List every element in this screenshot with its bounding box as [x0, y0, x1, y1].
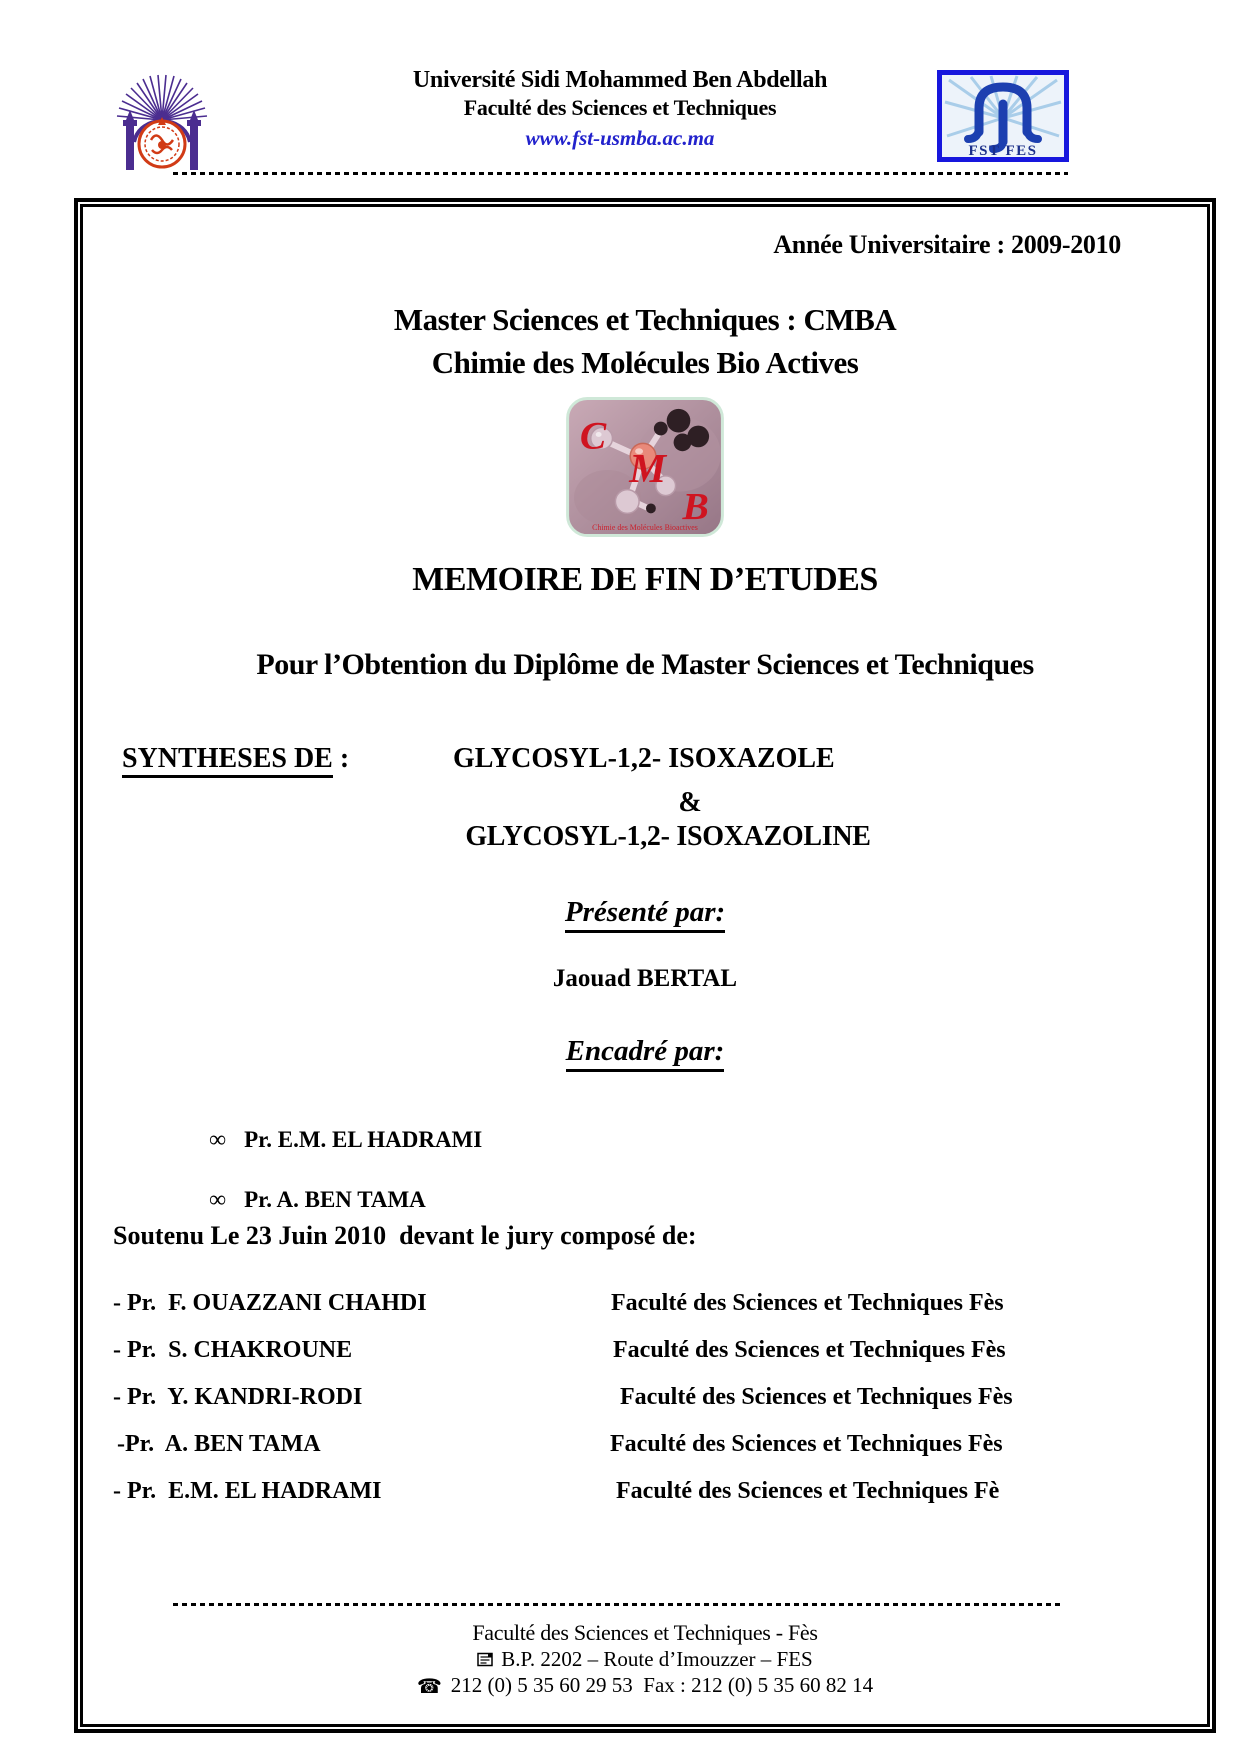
supervised-by-heading: Encadré par:	[83, 1035, 1207, 1068]
fst-fes-logo	[937, 70, 1069, 162]
presented-by-heading: Présenté par:	[83, 896, 1207, 929]
master-title: Master Sciences et Techniques : CMBA	[393, 302, 897, 337]
defense-line: Soutenu Le 23 Juin 2010 devant le jury composé de:	[113, 1221, 697, 1250]
jury-member-name: - Pr. F. OUAZZANI CHAHDI	[113, 1290, 427, 1316]
footer-phone-line	[83, 1673, 1207, 1698]
jury-row	[83, 1478, 1207, 1514]
jury-member-name: -Pr. A. BEN TAMA	[117, 1431, 321, 1457]
infinity-bullet-icon: ∞	[209, 1187, 227, 1213]
supervisor-name: Pr. A. BEN TAMA	[244, 1187, 426, 1212]
compound-1: GLYCOSYL-1,2- ISOXAZOLE	[453, 743, 835, 774]
supervisor-name: Pr. E.M. EL HADRAMI	[244, 1127, 483, 1152]
footer-address: B.P. 2202 – Route d’Imouzzer – FES	[501, 1647, 813, 1671]
jury-member-affiliation: Faculté des Sciences et Techniques Fès	[613, 1337, 1006, 1363]
fst-logo-label: FST FES	[968, 143, 1038, 159]
cmb-letter-b: B	[682, 484, 709, 529]
phone-icon: ☎	[416, 1673, 442, 1698]
header-divider	[173, 172, 1068, 175]
ampersand: &	[678, 787, 702, 818]
jury-member-name: - Pr. Y. KANDRI-RODI	[113, 1384, 363, 1410]
cover-frame	[74, 198, 1216, 1733]
mail-icon	[477, 1652, 494, 1667]
cmb-letter-m: M	[629, 444, 667, 491]
memoir-title: MEMOIRE DE FIN D’ETUDES	[412, 561, 878, 598]
footer-phone-numbers: 212 (0) 5 35 60 29 53 Fax : 212 (0) 5 35 60 82 14	[450, 1673, 874, 1697]
syntheses-colon: :	[332, 743, 350, 774]
syntheses-label: SYNTHESES DE :	[122, 743, 349, 775]
infinity-bullet-icon: ∞	[209, 1127, 227, 1153]
footer-address-line	[83, 1647, 1207, 1672]
jury-row	[83, 1384, 1207, 1420]
cmb-logo-caption: Chimie des Molécules Bioactives	[592, 523, 698, 533]
jury-member-affiliation: Faculté des Sciences et Techniques Fè	[616, 1478, 1000, 1504]
jury-member-name: - Pr. S. CHAKROUNE	[113, 1337, 353, 1363]
academic-year: Année Universitaire : 2009-2010	[773, 230, 1121, 259]
jury-row	[83, 1290, 1207, 1326]
university-logo	[112, 68, 212, 172]
master-subtitle: Chimie des Molécules Bio Actives	[431, 345, 859, 380]
cover-frame-inner	[80, 204, 1210, 1727]
jury-row	[83, 1431, 1207, 1467]
website-link[interactable]: www.fst-usmba.ac.ma	[525, 126, 715, 151]
cmb-logo	[565, 397, 725, 537]
header-text-block	[300, 66, 940, 152]
author-name: Jaouad BERTAL	[552, 965, 738, 992]
syntheses-row	[83, 743, 1207, 783]
cmb-letter-c: C	[579, 413, 607, 458]
jury-row	[83, 1337, 1207, 1373]
jury-member-name: - Pr. E.M. EL HADRAMI	[113, 1478, 382, 1504]
jury-member-affiliation: Faculté des Sciences et Techniques Fès	[620, 1384, 1013, 1410]
jury-member-affiliation: Faculté des Sciences et Techniques Fès	[611, 1290, 1004, 1316]
footer-faculty-line: Faculté des Sciences et Techniques - Fès	[472, 1620, 818, 1645]
university-name: Université Sidi Mohammed Ben Abdellah	[412, 67, 828, 93]
jury-member-affiliation: Faculté des Sciences et Techniques Fès	[610, 1431, 1003, 1457]
purpose-line: Pour l’Obtention du Diplôme de Master Sciences et Techniques	[256, 648, 1034, 681]
compound-2: GLYCOSYL-1,2- ISOXAZOLINE	[465, 821, 871, 852]
footer-divider	[173, 1603, 1063, 1606]
faculty-name: Faculté des Sciences et Techniques	[463, 95, 777, 121]
